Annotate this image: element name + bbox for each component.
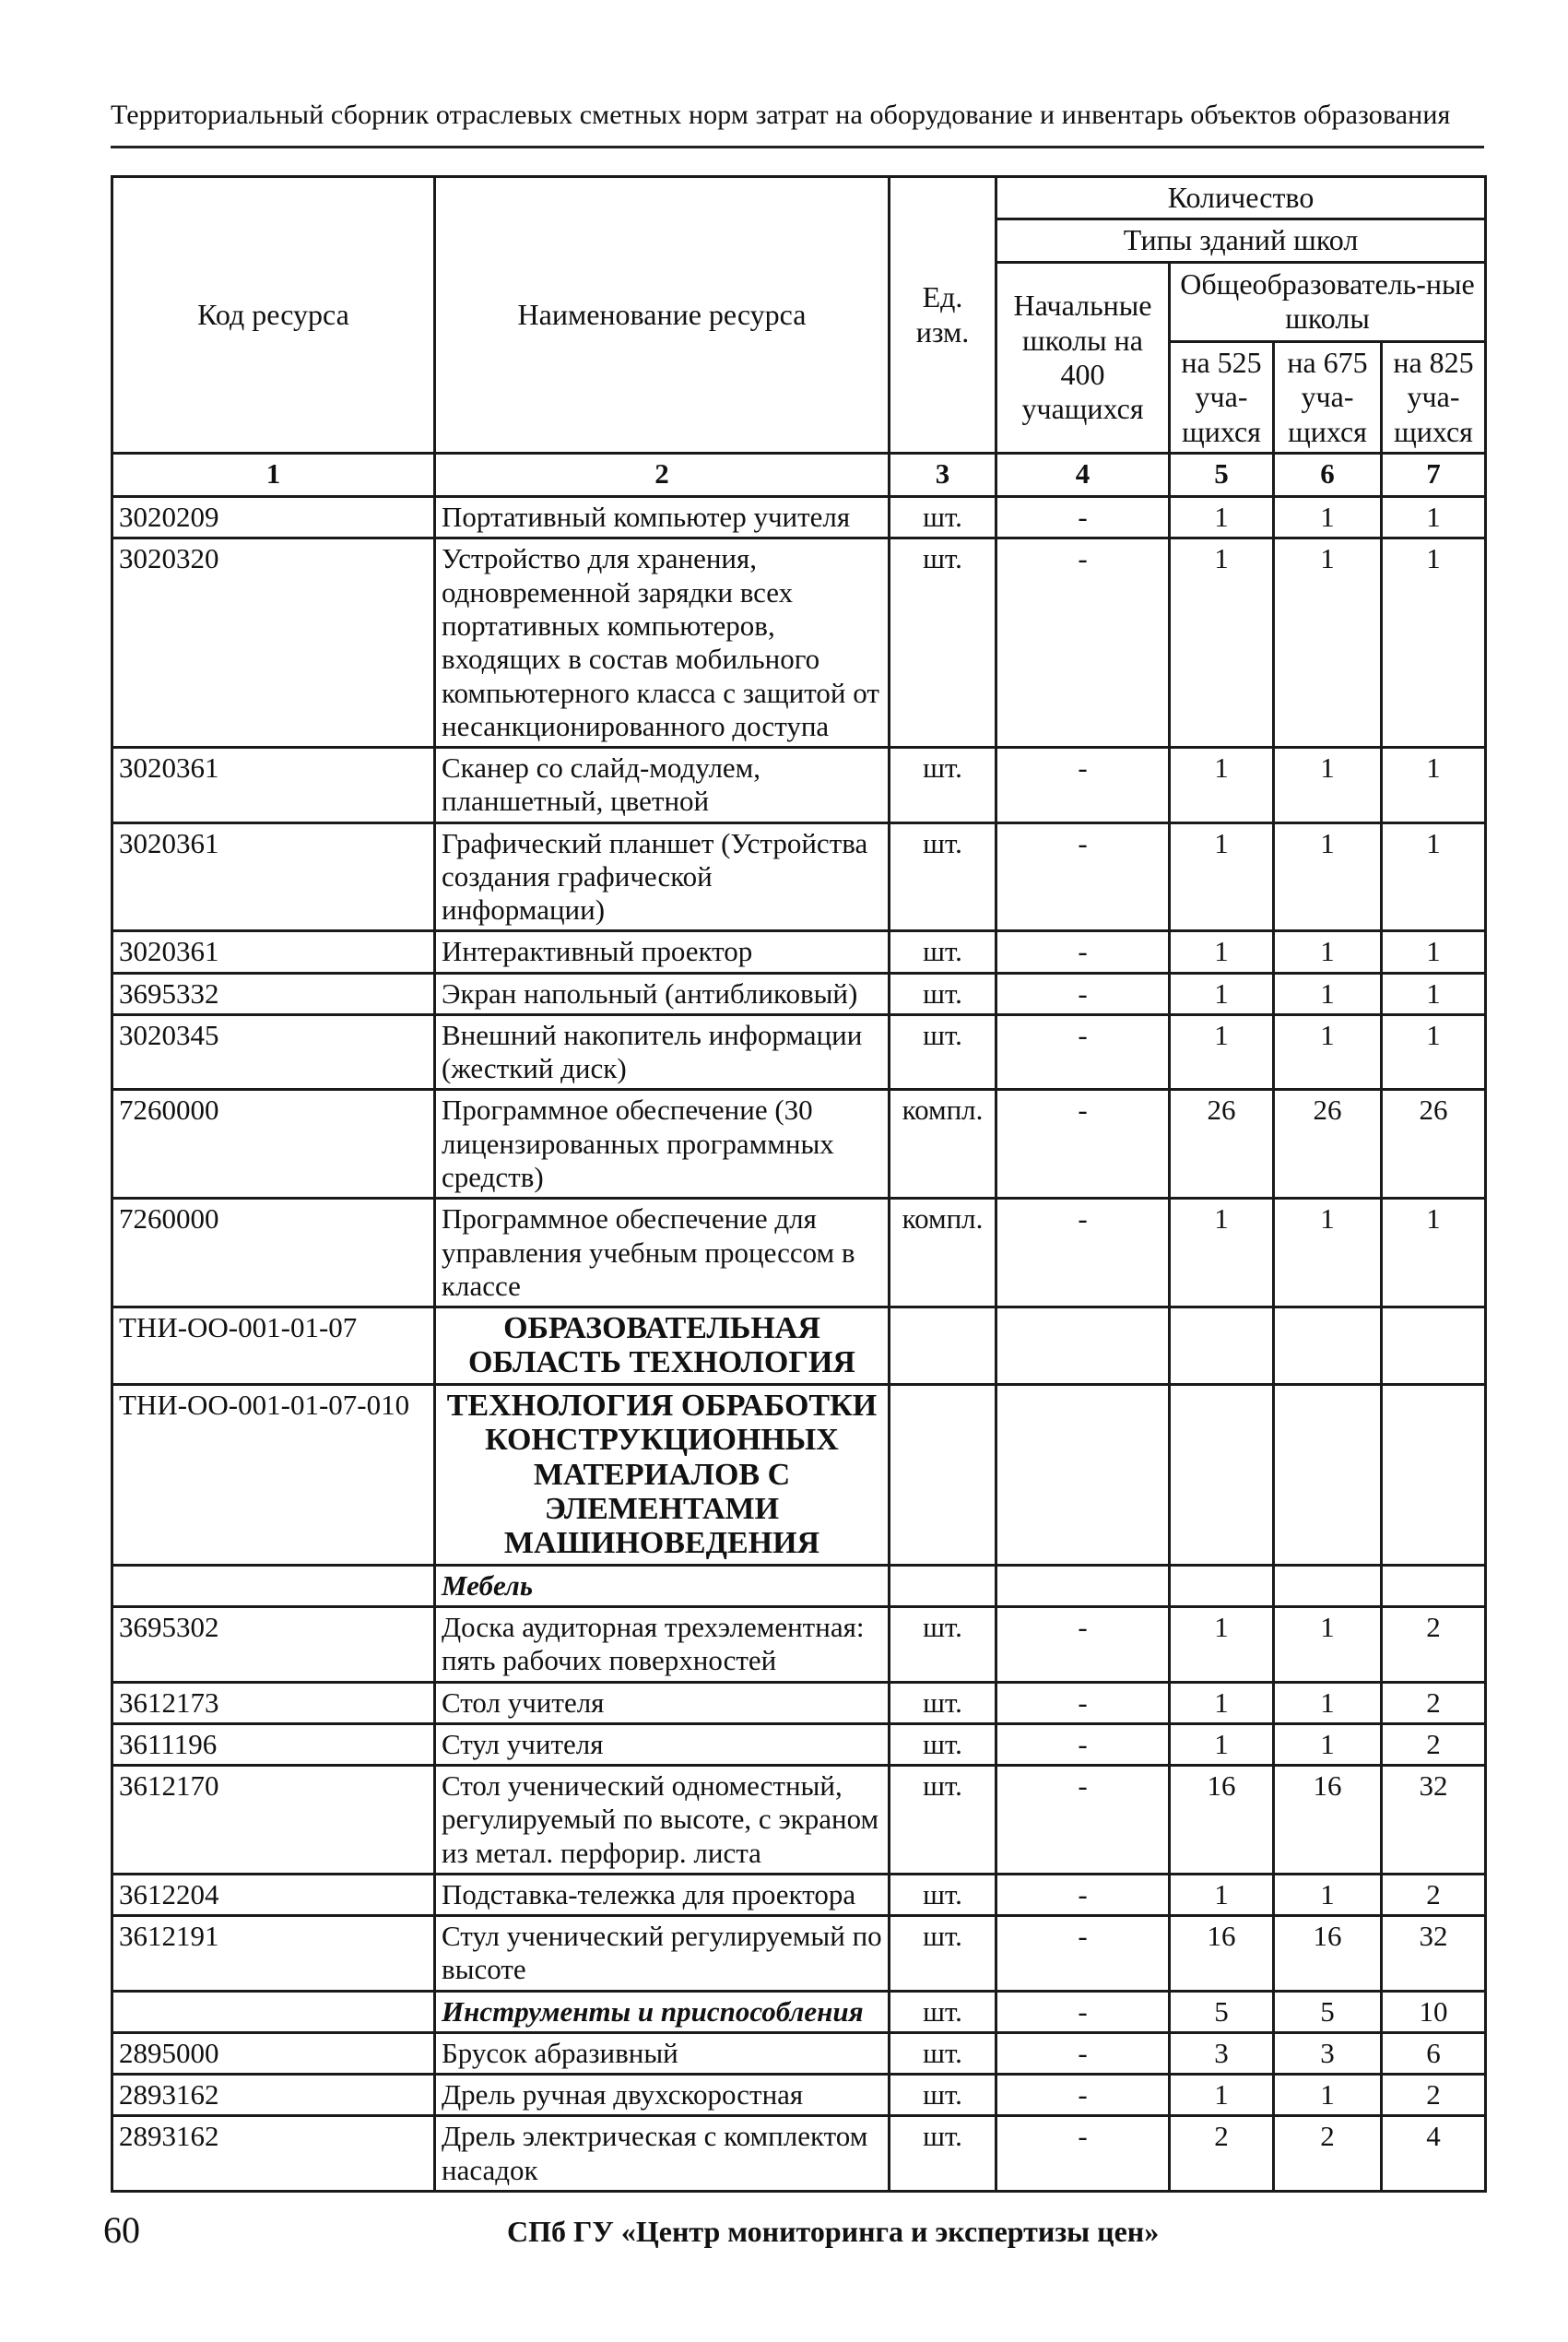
qty-675 [1274,1307,1382,1385]
resource-name: Программное обеспечение (30 лицензированных программных средств) [435,1090,890,1199]
col-number: 4 [996,454,1170,497]
resource-name: Стул учителя [435,1723,890,1765]
header-unit: Ед. изм. [890,177,996,454]
resource-code: 3020361 [112,931,435,973]
qty-primary-400: - [996,1607,1170,1683]
qty-primary-400: - [996,1090,1170,1199]
col-number: 6 [1274,454,1382,497]
qty-675: 1 [1274,1014,1382,1090]
resource-name: Доска аудиторная трехэлементная: пять рабочих поверхностей [435,1607,890,1683]
qty-675: 1 [1274,497,1382,538]
resource-code: 3020345 [112,1014,435,1090]
qty-525: 1 [1170,1014,1274,1090]
resource-code: 3611196 [112,1723,435,1765]
unit-cell: шт. [890,2075,996,2116]
header-675: на 675 уча-щихся [1274,341,1382,453]
table-row [112,1199,1486,1307]
table-row [112,2116,1486,2192]
resource-name: Мебель [435,1565,890,1606]
unit-cell: шт. [890,973,996,1014]
unit-cell: шт. [890,1723,996,1765]
qty-525: 1 [1170,822,1274,931]
unit-cell: компл. [890,1199,996,1307]
unit-cell [890,1384,996,1565]
table-row [112,497,1486,538]
qty-primary-400: - [996,2075,1170,2116]
qty-825: 1 [1382,1014,1486,1090]
subsection-row [112,1991,1486,2032]
unit-cell: шт. [890,2032,996,2074]
qty-825: 1 [1382,1199,1486,1307]
page-number: 60 [103,2209,140,2251]
resource-name: Подставка-тележка для проектора [435,1874,890,1915]
resource-table [111,175,1487,2193]
qty-primary-400: - [996,2032,1170,2074]
table-row [112,1090,1486,1199]
resource-name: ТЕХНОЛОГИЯ ОБРАБОТКИ КОНСТРУКЦИОННЫХ МАТЕРИАЛОВ С ЭЛЕМЕНТАМИ МАШИНОВЕДЕНИЯ [435,1384,890,1565]
resource-code: 3020361 [112,748,435,823]
qty-primary-400: - [996,2116,1170,2192]
header-525: на 525 уча-щихся [1170,341,1274,453]
header-name: Наименование ресурса [435,177,890,454]
qty-825: 32 [1382,1916,1486,1992]
running-head: Территориальный сборник отраслевых сметных норм затрат на оборудование и инвентарь объектов образования [111,100,1451,130]
qty-675: 1 [1274,1723,1382,1765]
qty-primary-400 [996,1565,1170,1606]
qty-525: 1 [1170,1874,1274,1915]
table-row [112,748,1486,823]
qty-primary-400: - [996,497,1170,538]
unit-cell: шт. [890,1014,996,1090]
resource-name: ОБРАЗОВАТЕЛЬНАЯ ОБЛАСТЬ ТЕХНОЛОГИЯ [435,1307,890,1385]
qty-675: 1 [1274,822,1382,931]
unit-cell: шт. [890,1682,996,1723]
qty-525: 1 [1170,1682,1274,1723]
footer-organization: СПб ГУ «Центр мониторинга и экспертизы цен» [507,2215,1160,2248]
resource-code: 3612191 [112,1916,435,1992]
qty-675: 2 [1274,2116,1382,2192]
qty-primary-400: - [996,1766,1170,1875]
section-row [112,1307,1486,1385]
qty-825: 2 [1382,2075,1486,2116]
resource-name: Стол ученический одноместный, регулируемый по высоте, с экраном из метал. перфорир. листа [435,1766,890,1875]
header-primary-schools: Начальные школы на 400 учащихся [996,262,1170,453]
resource-code: 3695332 [112,973,435,1014]
col-number: 2 [435,454,890,497]
unit-cell [890,1307,996,1385]
qty-825: 2 [1382,1723,1486,1765]
resource-name: Сканер со слайд-модулем, планшетный, цветной [435,748,890,823]
qty-825: 2 [1382,1874,1486,1915]
qty-525: 1 [1170,538,1274,748]
header-rule [111,146,1484,148]
resource-code: 3020320 [112,538,435,748]
qty-525: 1 [1170,931,1274,973]
table-row [112,931,1486,973]
unit-cell: шт. [890,1991,996,2032]
resource-name: Устройство для хранения, одновременной зарядки всех портативных компьютеров, входящих в состав мобильного компьютерного класса с защитой от несанкционированного доступа [435,538,890,748]
resource-name: Брусок абразивный [435,2032,890,2074]
resource-code: 7260000 [112,1199,435,1307]
qty-825: 1 [1382,973,1486,1014]
qty-675: 1 [1274,1874,1382,1915]
qty-525: 1 [1170,1607,1274,1683]
qty-primary-400: - [996,1991,1170,2032]
resource-code: 7260000 [112,1090,435,1199]
table-row [112,1874,1486,1915]
qty-675: 1 [1274,2075,1382,2116]
col-number: 1 [112,454,435,497]
resource-name: Стул ученический регулируемый по высоте [435,1916,890,1992]
resource-name: Интерактивный проектор [435,931,890,973]
table-row [112,2032,1486,2074]
unit-cell: шт. [890,931,996,973]
qty-675: 1 [1274,1607,1382,1683]
qty-825: 1 [1382,497,1486,538]
resource-name: Внешний накопитель информации (жесткий диск) [435,1014,890,1090]
header-825: на 825 уча-щихся [1382,341,1486,453]
qty-525: 1 [1170,2075,1274,2116]
qty-525 [1170,1307,1274,1385]
table-row [112,1766,1486,1875]
resource-name: Экран напольный (антибликовый) [435,973,890,1014]
unit-cell: шт. [890,2116,996,2192]
unit-cell: шт. [890,1766,996,1875]
qty-825: 32 [1382,1766,1486,1875]
resource-code [112,1991,435,2032]
qty-675: 3 [1274,2032,1382,2074]
qty-675: 1 [1274,1199,1382,1307]
qty-primary-400: - [996,748,1170,823]
qty-825: 2 [1382,1607,1486,1683]
header-code: Код ресурса [112,177,435,454]
qty-675: 1 [1274,1682,1382,1723]
column-number-row [112,454,1486,497]
qty-525: 5 [1170,1991,1274,2032]
qty-primary-400: - [996,1916,1170,1992]
qty-825: 1 [1382,931,1486,973]
qty-primary-400: - [996,1014,1170,1090]
col-number: 7 [1382,454,1486,497]
table-row [112,1682,1486,1723]
qty-675 [1274,1384,1382,1565]
qty-675: 26 [1274,1090,1382,1199]
resource-code: ТНИ-ОО-001-01-07-010 [112,1384,435,1565]
qty-525: 26 [1170,1090,1274,1199]
qty-825: 2 [1382,1682,1486,1723]
qty-primary-400: - [996,973,1170,1014]
resource-code: 3612170 [112,1766,435,1875]
qty-675 [1274,1565,1382,1606]
header-quantity: Количество [996,177,1486,219]
qty-525: 3 [1170,2032,1274,2074]
resource-name: Портативный компьютер учителя [435,497,890,538]
qty-825: 1 [1382,538,1486,748]
resource-code: ТНИ-ОО-001-01-07 [112,1307,435,1385]
resource-name: Графический планшет (Устройства создания графической информации) [435,822,890,931]
qty-675: 1 [1274,748,1382,823]
qty-675: 5 [1274,1991,1382,2032]
resource-code: 3020209 [112,497,435,538]
qty-525: 1 [1170,497,1274,538]
qty-primary-400: - [996,1723,1170,1765]
resource-code: 2893162 [112,2116,435,2192]
qty-675: 1 [1274,973,1382,1014]
qty-primary-400: - [996,538,1170,748]
unit-cell: шт. [890,1874,996,1915]
table-row [112,2075,1486,2116]
qty-825: 1 [1382,748,1486,823]
unit-cell: шт. [890,1607,996,1683]
unit-cell: компл. [890,1090,996,1199]
unit-cell: шт. [890,497,996,538]
qty-675: 1 [1274,538,1382,748]
qty-525: 1 [1170,1723,1274,1765]
resource-name: Программное обеспечение для управления учебным процессом в классе [435,1199,890,1307]
resource-code: 3612204 [112,1874,435,1915]
qty-525: 2 [1170,2116,1274,2192]
qty-675: 16 [1274,1916,1382,1992]
col-number: 3 [890,454,996,497]
col-number: 5 [1170,454,1274,497]
resource-code: 3020361 [112,822,435,931]
resource-code: 3695302 [112,1607,435,1683]
unit-cell: шт. [890,748,996,823]
unit-cell: шт. [890,822,996,931]
resource-name: Дрель ручная двухскоростная [435,2075,890,2116]
table-row [112,822,1486,931]
qty-825 [1382,1565,1486,1606]
qty-525: 1 [1170,973,1274,1014]
qty-primary-400: - [996,1199,1170,1307]
qty-825: 26 [1382,1090,1486,1199]
table-row [112,1607,1486,1683]
qty-825: 10 [1382,1991,1486,2032]
resource-code [112,1565,435,1606]
qty-825 [1382,1384,1486,1565]
qty-675: 16 [1274,1766,1382,1875]
qty-825: 1 [1382,822,1486,931]
qty-825 [1382,1307,1486,1385]
qty-primary-400: - [996,822,1170,931]
qty-525: 1 [1170,748,1274,823]
qty-525 [1170,1384,1274,1565]
unit-cell [890,1565,996,1606]
qty-825: 4 [1382,2116,1486,2192]
qty-primary-400: - [996,1874,1170,1915]
qty-525 [1170,1565,1274,1606]
unit-cell: шт. [890,538,996,748]
header-general-schools: Общеобразователь-ные школы [1170,262,1486,341]
qty-825: 6 [1382,2032,1486,2074]
qty-525: 16 [1170,1766,1274,1875]
resource-name: Дрель электрическая с комплектом насадок [435,2116,890,2192]
table-row [112,973,1486,1014]
resource-code: 3612173 [112,1682,435,1723]
header-building-types: Типы зданий школ [996,219,1486,262]
table-row [112,1916,1486,1992]
table-row [112,1723,1486,1765]
qty-675: 1 [1274,931,1382,973]
qty-525: 16 [1170,1916,1274,1992]
resource-name: Стол учителя [435,1682,890,1723]
qty-primary-400: - [996,1682,1170,1723]
table-row [112,1014,1486,1090]
unit-cell: шт. [890,1916,996,1992]
resource-code: 2893162 [112,2075,435,2116]
qty-primary-400 [996,1307,1170,1385]
resource-code: 2895000 [112,2032,435,2074]
qty-primary-400: - [996,931,1170,973]
subsection-row [112,1565,1486,1606]
qty-primary-400 [996,1384,1170,1565]
table-row [112,538,1486,748]
qty-525: 1 [1170,1199,1274,1307]
section-row [112,1384,1486,1565]
resource-name: Инструменты и приспособления [435,1991,890,2032]
